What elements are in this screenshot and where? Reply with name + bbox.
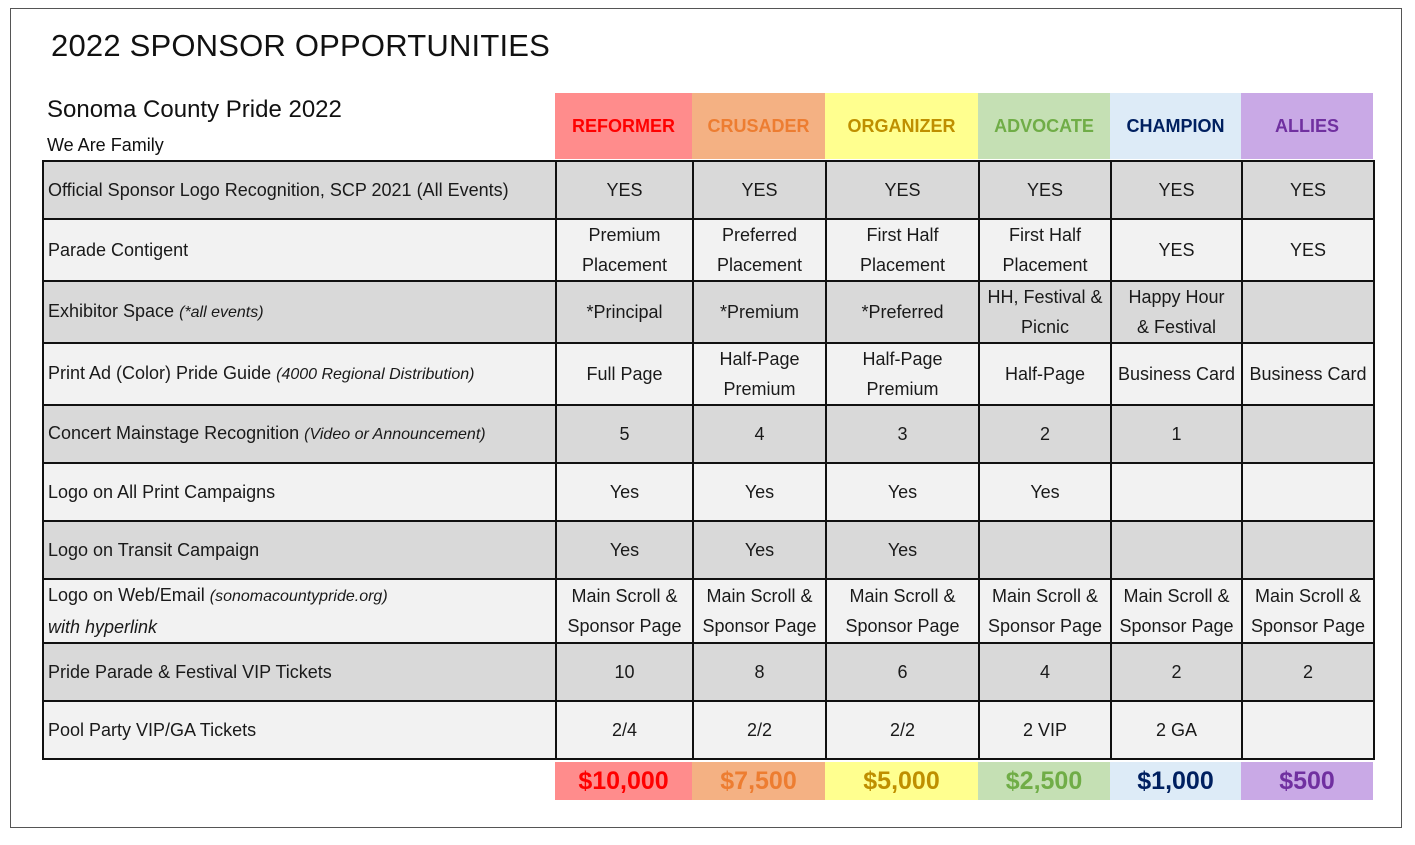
benefit-value-reformer — [556, 463, 693, 521]
document-title: 2022 SPONSOR OPPORTUNITIES — [51, 28, 551, 63]
benefit-label — [43, 579, 556, 643]
benefit-value-organizer — [826, 463, 979, 521]
benefit-value-line: 2 — [1171, 662, 1182, 682]
benefit-value-allies — [1242, 701, 1374, 759]
tier-price-champion: $1,000 — [1110, 762, 1241, 800]
benefit-note: (*all events) — [179, 304, 264, 321]
benefit-label — [43, 701, 556, 759]
benefit-label — [43, 463, 556, 521]
benefit-value-organizer — [826, 343, 979, 405]
table-row — [43, 161, 1374, 219]
benefit-value-line: Yes — [887, 540, 918, 560]
benefit-value-line: Main Scroll & — [1123, 586, 1230, 606]
benefit-value-champion — [1111, 405, 1242, 463]
tier-header-allies: ALLIES — [1241, 93, 1373, 159]
benefit-value-allies — [1242, 643, 1374, 701]
benefit-value-champion — [1111, 281, 1242, 343]
benefit-value-line: Placement — [1002, 255, 1088, 275]
benefit-value-line: 4 — [1039, 662, 1050, 682]
benefit-value-line: Placement — [716, 255, 803, 275]
benefit-value-line: 8 — [754, 662, 765, 682]
event-tagline: We Are Family — [47, 135, 164, 155]
benefit-value-line: Main Scroll & — [706, 586, 813, 606]
benefit-value-allies — [1242, 579, 1374, 643]
benefit-label — [43, 161, 556, 219]
benefit-note-line2: with hyperlink — [48, 617, 158, 637]
tier-header-organizer: ORGANIZER — [825, 93, 978, 159]
benefit-value-crusader — [693, 521, 826, 579]
benefit-value-allies — [1242, 219, 1374, 281]
tier-price-advocate: $2,500 — [978, 762, 1110, 800]
benefit-value-advocate — [979, 161, 1111, 219]
benefit-value-line: HH, Festival & — [987, 287, 1103, 307]
benefit-value-reformer — [556, 701, 693, 759]
benefit-value-line: YES — [741, 180, 778, 200]
benefit-note: (sonomacountypride.org) — [209, 588, 388, 605]
benefit-value-line: YES — [1158, 240, 1195, 260]
benefit-value-line: Yes — [744, 482, 775, 502]
benefit-value-crusader — [693, 463, 826, 521]
benefit-value-champion — [1111, 521, 1242, 579]
benefit-value-line: Happy Hour — [1128, 287, 1225, 307]
benefit-value-line: Half-Page — [1004, 364, 1086, 384]
benefit-value-line: Premium — [723, 379, 796, 399]
benefit-value-advocate — [979, 343, 1111, 405]
benefit-value-line: 2/2 — [889, 720, 916, 740]
benefit-value-organizer — [826, 643, 979, 701]
benefit-value-line: 10 — [614, 662, 635, 682]
benefit-value-line: 6 — [897, 662, 908, 682]
benefit-value-line: Preferred — [721, 225, 798, 245]
benefit-value-reformer — [556, 521, 693, 579]
benefit-value-line: Sponsor Page — [567, 616, 682, 636]
benefit-value-allies — [1242, 521, 1374, 579]
benefit-name: Logo on Web/Email — [48, 585, 205, 605]
benefit-value-line: Sponsor Page — [1250, 616, 1366, 636]
benefit-value-allies — [1242, 161, 1374, 219]
tier-price-reformer: $10,000 — [555, 762, 692, 800]
benefit-value-line: YES — [1289, 180, 1327, 200]
benefit-value-allies — [1242, 463, 1374, 521]
benefit-value-line: Main Scroll & — [571, 586, 678, 606]
benefit-value-advocate — [979, 405, 1111, 463]
benefit-label — [43, 521, 556, 579]
benefit-value-line: 2 — [1302, 662, 1313, 682]
benefit-value-allies — [1242, 405, 1374, 463]
benefit-value-reformer — [556, 281, 693, 343]
benefit-value-line: 3 — [897, 424, 908, 444]
benefit-value-champion — [1111, 701, 1242, 759]
benefit-note: (4000 Regional Distribution) — [276, 366, 475, 383]
table-row — [43, 579, 1374, 643]
benefit-value-line: Half-Page — [862, 349, 943, 369]
benefit-value-organizer — [826, 521, 979, 579]
table-row — [43, 343, 1374, 405]
benefit-value-line: YES — [1158, 180, 1195, 200]
benefit-value-line: Half-Page — [719, 349, 800, 369]
benefit-value-champion — [1111, 463, 1242, 521]
benefit-value-line: Yes — [887, 482, 918, 502]
benefit-value-reformer — [556, 579, 693, 643]
benefit-value-line: Main Scroll & — [849, 586, 956, 606]
benefit-value-champion — [1111, 219, 1242, 281]
benefit-value-line: & Festival — [1136, 317, 1217, 337]
benefit-value-line: Main Scroll & — [991, 586, 1099, 606]
benefit-value-line: Main Scroll & — [1254, 586, 1362, 606]
benefit-name: Logo on Transit Campaign — [48, 540, 260, 560]
benefit-value-advocate — [979, 281, 1111, 343]
benefit-value-advocate — [979, 219, 1111, 281]
benefit-value-organizer — [826, 701, 979, 759]
benefit-value-crusader — [693, 161, 826, 219]
benefit-value-organizer — [826, 579, 979, 643]
table-row — [43, 521, 1374, 579]
benefit-value-organizer — [826, 161, 979, 219]
benefit-value-line: YES — [884, 180, 921, 200]
benefit-value-line: Premium — [588, 225, 661, 245]
tier-header-champion: CHAMPION — [1110, 93, 1241, 159]
benefit-value-organizer — [826, 219, 979, 281]
tier-price-organizer: $5,000 — [825, 762, 978, 800]
benefit-value-line: Sponsor Page — [845, 616, 960, 636]
benefit-value-line: 5 — [619, 424, 630, 444]
benefit-value-line: Full Page — [586, 364, 663, 384]
benefit-value-organizer — [826, 405, 979, 463]
benefit-label — [43, 281, 556, 343]
benefit-name: Print Ad (Color) Pride Guide — [48, 363, 272, 383]
benefit-value-champion — [1111, 161, 1242, 219]
benefit-name: Logo on All Print Campaigns — [48, 482, 276, 502]
benefit-value-reformer — [556, 219, 693, 281]
benefit-value-line: Yes — [609, 482, 640, 502]
benefit-value-line: 1 — [1171, 424, 1182, 444]
benefit-value-crusader — [693, 643, 826, 701]
sponsor-benefits-table — [42, 160, 1375, 760]
benefit-value-crusader — [693, 343, 826, 405]
benefit-value-line: YES — [1026, 180, 1064, 200]
benefit-label — [43, 219, 556, 281]
benefit-value-line: Placement — [859, 255, 946, 275]
benefit-value-line: Picnic — [1020, 317, 1069, 337]
table-row — [43, 219, 1374, 281]
benefit-value-line: Business Card — [1117, 364, 1236, 384]
tier-header-crusader: CRUSADER — [692, 93, 825, 159]
benefit-value-line: First Half — [1009, 225, 1081, 245]
benefit-value-crusader — [693, 281, 826, 343]
tier-header-advocate: ADVOCATE — [978, 93, 1110, 159]
benefit-value-line: 2 GA — [1155, 720, 1198, 740]
benefit-value-line: *Principal — [586, 302, 663, 322]
benefit-value-line: Business Card — [1249, 364, 1367, 384]
benefit-name: Pool Party VIP/GA Tickets — [48, 720, 257, 740]
benefit-name: Exhibitor Space — [48, 301, 175, 321]
benefit-value-line: Premium — [866, 379, 939, 399]
benefit-note: (Video or Announcement) — [304, 426, 486, 443]
benefit-value-line: 2 — [1039, 424, 1050, 444]
benefit-label — [43, 405, 556, 463]
benefit-value-line: YES — [1289, 240, 1327, 260]
benefit-value-crusader — [693, 405, 826, 463]
benefit-value-reformer — [556, 405, 693, 463]
benefit-value-line: 2 VIP — [1022, 720, 1068, 740]
benefit-value-advocate — [979, 701, 1111, 759]
benefit-value-crusader — [693, 701, 826, 759]
benefit-value-advocate — [979, 579, 1111, 643]
table-row — [43, 405, 1374, 463]
organization-name: Sonoma County Pride 2022 — [47, 96, 342, 123]
benefit-label — [43, 343, 556, 405]
benefit-value-line: 2/4 — [611, 720, 638, 740]
table-row — [43, 701, 1374, 759]
benefit-value-line: Sponsor Page — [702, 616, 817, 636]
benefit-value-line: Yes — [1030, 482, 1060, 502]
benefit-value-line: First Half — [866, 225, 939, 245]
benefit-name: Concert Mainstage Recognition — [48, 423, 300, 443]
benefit-value-crusader — [693, 219, 826, 281]
benefit-value-line: 2/2 — [746, 720, 773, 740]
benefit-value-champion — [1111, 643, 1242, 701]
benefit-value-line: Yes — [744, 540, 775, 560]
table-row — [43, 281, 1374, 343]
benefit-value-advocate — [979, 463, 1111, 521]
benefit-value-advocate — [979, 643, 1111, 701]
benefit-value-reformer — [556, 643, 693, 701]
tier-price-allies: $500 — [1241, 762, 1373, 800]
benefit-value-line: Yes — [609, 540, 640, 560]
table-row — [43, 463, 1374, 521]
benefit-value-line: Sponsor Page — [1119, 616, 1234, 636]
benefit-value-line: Sponsor Page — [987, 616, 1103, 636]
benefit-name: Pride Parade & Festival VIP Tickets — [48, 662, 332, 682]
benefit-value-line: 4 — [754, 424, 765, 444]
benefit-name: Official Sponsor Logo Recognition, SCP 2021 (All Events) — [48, 180, 509, 200]
tier-header-reformer: REFORMER — [555, 93, 692, 159]
benefit-value-champion — [1111, 579, 1242, 643]
table-row — [43, 643, 1374, 701]
tier-price-crusader: $7,500 — [692, 762, 825, 800]
benefit-value-allies — [1242, 343, 1374, 405]
benefit-value-reformer — [556, 343, 693, 405]
benefit-value-crusader — [693, 579, 826, 643]
benefit-value-line: YES — [606, 180, 643, 200]
benefit-value-reformer — [556, 161, 693, 219]
benefit-value-line: Placement — [581, 255, 668, 275]
benefit-value-organizer — [826, 281, 979, 343]
benefit-label — [43, 643, 556, 701]
benefit-name: Parade Contigent — [48, 240, 189, 260]
benefit-value-allies — [1242, 281, 1374, 343]
benefit-value-champion — [1111, 343, 1242, 405]
benefit-value-advocate — [979, 521, 1111, 579]
benefit-value-line: *Preferred — [861, 302, 944, 322]
benefit-value-line: *Premium — [719, 302, 799, 322]
